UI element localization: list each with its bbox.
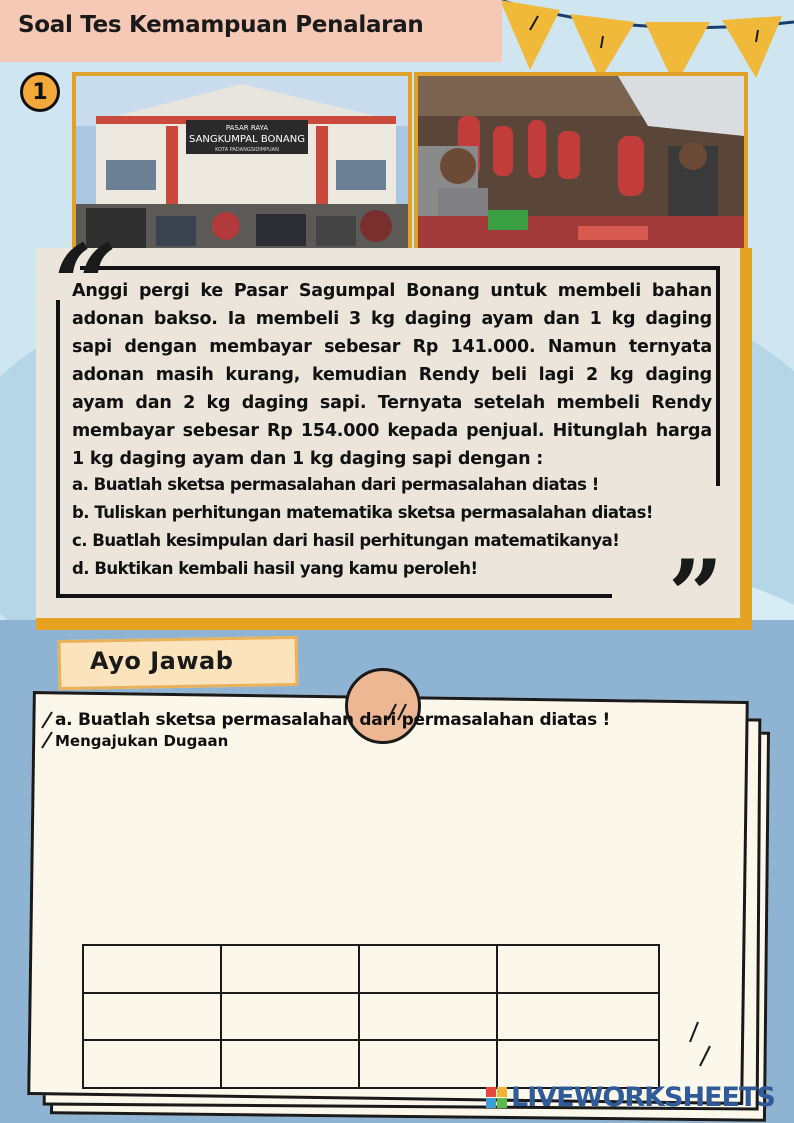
- stroke-marks: [686, 1020, 716, 1070]
- table-cell[interactable]: [221, 1040, 359, 1088]
- table-row: [83, 1040, 659, 1088]
- page-title: Soal Tes Kemampuan Penalaran: [18, 12, 424, 38]
- meat-vendor-photo: [414, 72, 748, 258]
- table-cell[interactable]: [221, 993, 359, 1041]
- table-cell[interactable]: [359, 945, 497, 993]
- answer-question: a. Buatlah sketsa permasalahan dari permasalahan diatas !: [55, 710, 610, 730]
- table-cell[interactable]: [83, 1040, 221, 1088]
- table-cell[interactable]: [83, 945, 221, 993]
- table-cell[interactable]: [359, 993, 497, 1041]
- watermark-text: LIVEWORKSHEETS: [511, 1082, 775, 1113]
- table-cell[interactable]: [497, 993, 659, 1041]
- liveworksheets-watermark: [486, 1082, 775, 1113]
- table-cell[interactable]: [497, 945, 659, 993]
- sign-title: SANGKUMPAL BONANG: [189, 134, 305, 145]
- table-cell[interactable]: [497, 1040, 659, 1088]
- frame-line: [80, 266, 720, 270]
- answer-heading: Ayo Jawab: [90, 647, 234, 675]
- table-cell[interactable]: [83, 993, 221, 1041]
- task-item: c. Buatlah kesimpulan dari hasil perhitungan matematikanya!: [72, 531, 620, 550]
- frame-line: [56, 594, 612, 598]
- close-quote-mark: ”: [668, 539, 724, 652]
- question-number-badge: 1: [20, 72, 60, 112]
- task-item: d. Buktikan kembali hasil yang kamu peroleh!: [72, 559, 478, 578]
- answer-table: [82, 944, 660, 1089]
- task-item: b. Tuliskan perhitungan matematika sketsa permasalahan diatas!: [72, 503, 653, 522]
- sign-sub: KOTA PADANGSIDIMPUAN: [215, 147, 279, 153]
- frame-line: [716, 266, 720, 486]
- table-cell[interactable]: [221, 945, 359, 993]
- table-row: [83, 945, 659, 993]
- story-paragraph: Anggi pergi ke Pasar Sagumpal Bonang untuk membeli bahan adonan bakso. Ia membeli 3 kg daging ayam dan 1 kg daging sapi dengan membayar sebesar Rp 141.000. Namun ternyata adonan masih kurang, kemudian Rendy beli lagi 2 kg daging ayam dan 2 kg daging sapi. Ternyata setelah membeli Rendy membayar sebesar Rp 154.000 kepada penjual. Hitunglah harga 1 kg daging ayam dan 1 kg daging sapi dengan :: [72, 281, 712, 469]
- open-quote-mark: “: [54, 220, 118, 349]
- table-row: [83, 993, 659, 1041]
- table-cell[interactable]: [359, 1040, 497, 1088]
- task-item: a. Buatlah sketsa permasalahan dari permasalahan diatas !: [72, 475, 599, 494]
- answer-subheading: Mengajukan Dugaan: [55, 732, 229, 750]
- market-building-photo: [72, 72, 412, 258]
- sign-top: PASAR RAYA: [225, 124, 269, 132]
- liveworksheets-logo-icon: [486, 1087, 507, 1108]
